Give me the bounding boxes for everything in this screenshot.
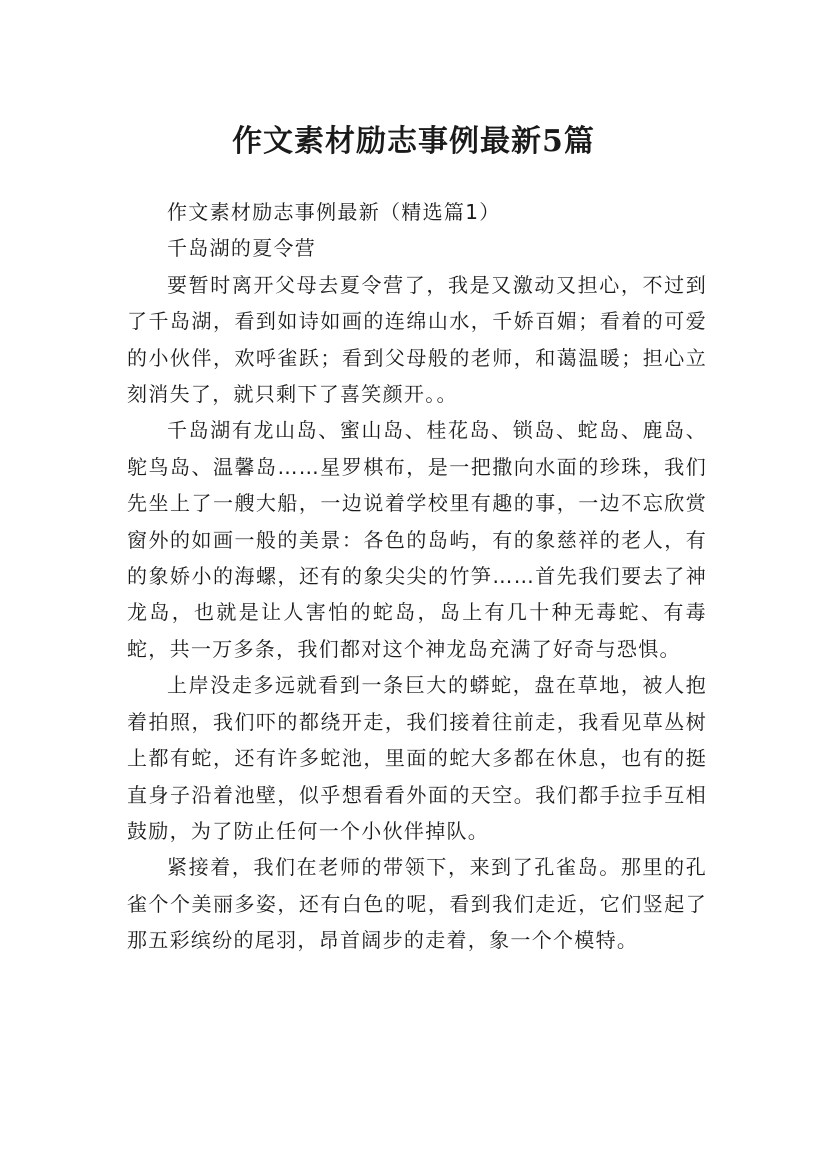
essay-title: 千岛湖的夏令营	[167, 236, 317, 261]
section-heading: 作文素材励志事例最新（精选篇1）	[167, 200, 501, 224]
document-title: 作文素材励志事例最新5篇	[232, 124, 595, 160]
paragraph: 紧接着，我们在老师的带领下，来到了孔雀岛。那里的孔雀个个美丽多姿，还有白色的呢，看到我们走近，它们竖起了那五彩缤纷的尾羽，昂首阔步的走着，象一个个模特。	[127, 855, 707, 953]
paragraph: 千岛湖有龙山岛、蜜山岛、桂花岛、锁岛、蛇岛、鹿岛、鸵鸟岛、温馨岛……星罗棋布，是一把撒向水面的珍珠，我们先坐上了一艘大船，一边说着学校里有趣的事，一边不忘欣赏窗外的如画一般的美景：各色的岛屿，有的象慈祥的老人，有的象娇小的海螺，还有的象尖尖的竹笋……首先我们要去了神龙岛，也就是让人害怕的蛇岛，岛上有几十种无毒蛇、有毒蛇，共一万多条，我们都对这个神龙岛充满了好奇与恐惧。	[127, 418, 707, 661]
paragraph: 上岸没走多远就看到一条巨大的蟒蛇，盘在草地，被人抱着拍照，我们吓的都绕开走，我们接着往前走，我看见草丛树上都有蛇，还有许多蛇池，里面的蛇大多都在休息，也有的挺直身子沿着池壁，似乎想看看外面的天空。我们都手拉手互相鼓励，为了防止任何一个小伙伴掉队。	[127, 673, 707, 843]
document-body	[127, 194, 707, 959]
paragraph: 要暂时离开父母去夏令营了，我是又激动又担心，不过到了千岛湖，看到如诗如画的连绵山水，千娇百媚；看着的可爱的小伙伴，欢呼雀跃；看到父母般的老师，和蔼温暖；担心立刻消失了，就只剩下了喜笑颜开。。	[127, 272, 707, 407]
